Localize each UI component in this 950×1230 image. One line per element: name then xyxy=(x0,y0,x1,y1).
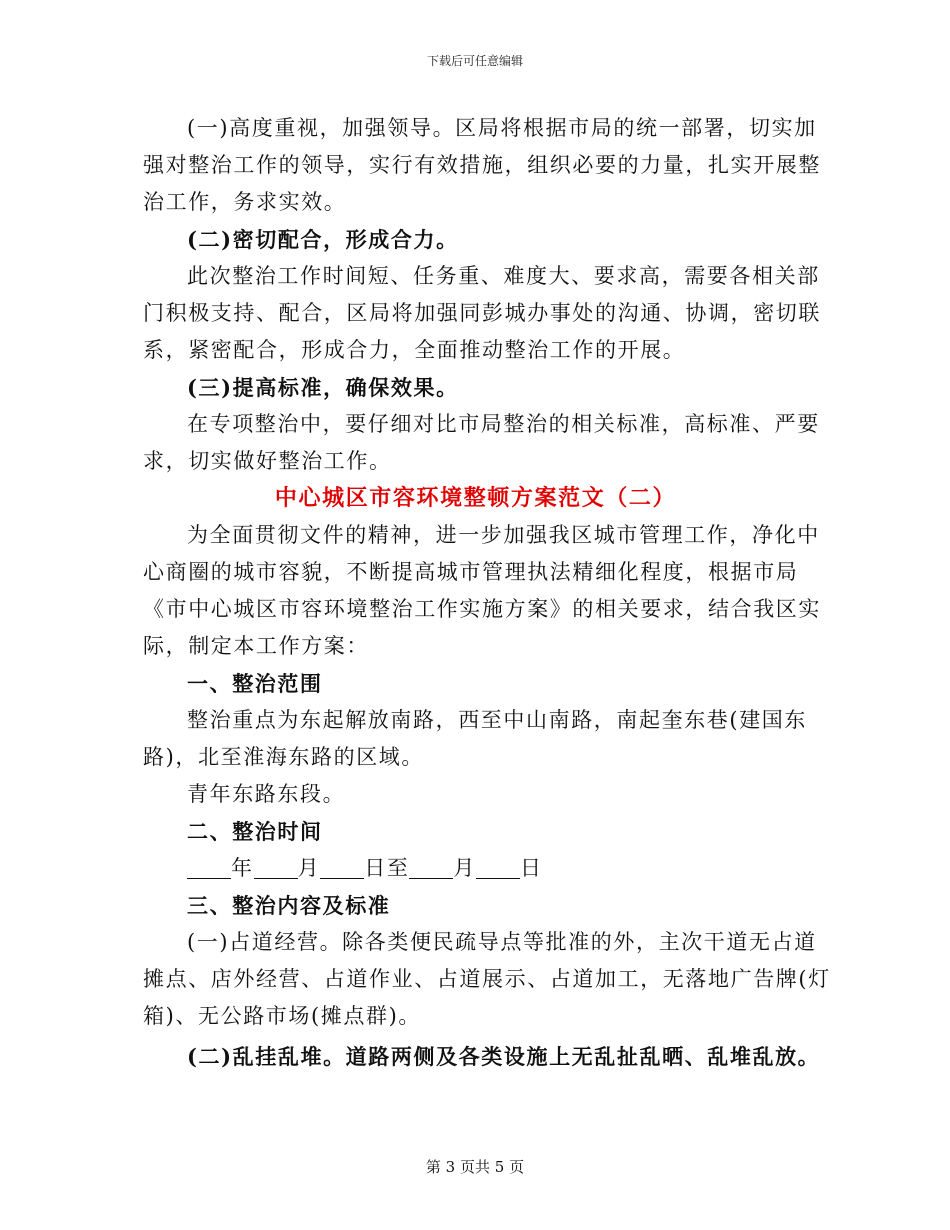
subheading-standards: (三)提高标准，确保效果。 xyxy=(187,375,459,400)
page-header: 下载后可任意编辑 xyxy=(426,54,523,68)
paragraph-line: 此次整治工作时间短、任务重、难度大、要求高，需要各相关部 xyxy=(187,264,820,288)
date-range-line xyxy=(143,850,808,887)
paragraph-line: 《市中心城区市容环境整治工作实施方案》的相关要求，结合我区实 xyxy=(143,597,821,621)
label-year: 年 xyxy=(231,856,254,880)
paragraph-line: 治工作，务求实效。 xyxy=(143,190,347,214)
paragraph-line: 门积极支持、配合，区局将加强同彭城办事处的沟通、协调，密切联 xyxy=(143,301,821,325)
subheading-clutter: (二)乱挂乱堆。道路两侧及各类设施上无乱扯乱晒、乱堆乱放。 xyxy=(187,1044,821,1069)
section-title: 中心城区市容环境整顿方案范文（二） xyxy=(274,485,677,511)
paragraph-line: 摊点、店外经营、占道作业、占道展示、占道加工，无落地广告牌(灯 xyxy=(143,967,831,991)
label-day-end: 日 xyxy=(520,856,543,880)
label-month-end: 月 xyxy=(453,856,477,880)
blank-month-end xyxy=(409,854,453,879)
subheading-cooperation: (二)密切配合，形成合力。 xyxy=(187,227,459,252)
paragraph-line: 求，切实做好整治工作。 xyxy=(143,449,392,473)
heading-time: 二、整治时间 xyxy=(187,819,323,844)
paragraph-line: 为全面贯彻文件的精神，进一步加强我区城市管理工作，净化中 xyxy=(187,523,820,547)
paragraph-line: 在专项整治中，要仔细对比市局整治的相关标准，高标准、严要 xyxy=(187,412,820,436)
label-month: 月 xyxy=(297,856,321,880)
paragraph-line: 心商圈的城市容貌，不断提高城市管理执法精细化程度，根据市局 xyxy=(143,560,799,584)
blank-month xyxy=(254,854,298,879)
paragraph-line: (一)占道经营。除各类便民疏导点等批准的外，主次干道无占道 xyxy=(187,930,817,954)
paragraph-line: 路)，北至淮海东路的区域。 xyxy=(143,745,424,769)
blank-day xyxy=(320,854,364,879)
label-day-to: 日至 xyxy=(364,856,410,880)
paragraph-line: 际，制定本工作方案： xyxy=(143,634,369,658)
blank-day-end xyxy=(476,854,520,879)
paragraph-line: 箱)、无公路市场(摊点群)。 xyxy=(143,1004,421,1028)
paragraph-line: 强对整治工作的领导，实行有效措施，组织必要的力量，扎实开展整 xyxy=(143,153,821,177)
paragraph-line: 系，紧密配合，形成合力，全面推动整治工作的开展。 xyxy=(143,338,686,362)
paragraph-line: (一)高度重视，加强领导。区局将根据市局的统一部署，切实加 xyxy=(187,116,817,140)
blank-year xyxy=(187,854,231,879)
heading-scope: 一、整治范围 xyxy=(187,671,323,696)
paragraph-line: 青年东路东段。 xyxy=(187,782,346,806)
page-footer: 第 3 页共 5 页 xyxy=(425,1158,525,1176)
document-body xyxy=(143,110,831,1075)
paragraph-line: 整治重点为东起解放南路，西至中山南路，南起奎东巷(建国东 xyxy=(187,708,807,732)
heading-content-standards: 三、整治内容及标准 xyxy=(187,893,391,918)
